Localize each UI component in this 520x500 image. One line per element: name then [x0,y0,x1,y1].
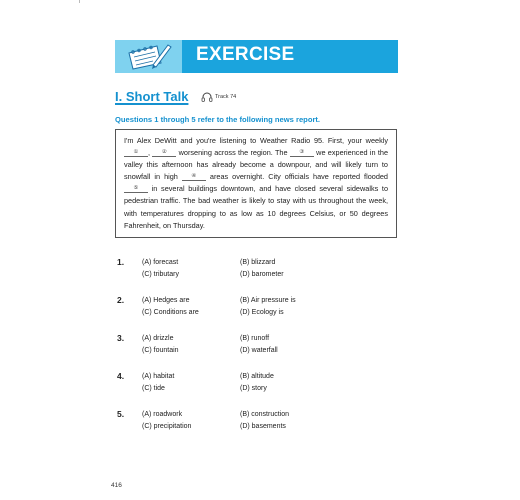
option-c[interactable]: (C) fountain [142,347,179,354]
passage-box [115,129,397,238]
banner-icon-box [115,40,182,73]
section-title: I. Short Talk [115,89,189,104]
question-2 [117,297,377,323]
option-c[interactable]: (C) Conditions are [142,309,199,316]
option-d[interactable]: (D) barometer [240,271,284,278]
question-4 [117,373,377,399]
option-c[interactable]: (C) precipitation [142,423,192,430]
passage-text: worsening across the region. The [178,148,288,158]
headphones-icon [201,92,213,102]
question-number: 2. [117,295,125,305]
passage-text: , [148,148,151,158]
option-d[interactable]: (D) basements [240,423,286,430]
blank-5: ⑤ [124,184,148,193]
question-number: 1. [117,257,125,267]
question-number: 5. [117,409,125,419]
option-b[interactable]: (B) Air pressure is [240,297,296,304]
track-label: Track 74 [215,94,237,100]
option-a[interactable]: (A) Hedges are [142,297,190,304]
option-b[interactable]: (B) blizzard [240,259,276,266]
option-a[interactable]: (A) habitat [142,373,175,380]
blank-1: ① [124,148,148,157]
question-3 [117,335,377,361]
option-c[interactable]: (C) tide [142,385,165,392]
track-label-group [201,92,236,102]
passage-text: in several buildings downtown, and have closed several sidewalks to pedestrian traffic. The bad weather is likely to stay with us throughout the week, with temperatures dropping to as low as 10 degrees Celsius, or 50 degrees Fahrenheit, on Thursday. [124,184,389,230]
notepad-pencil-icon [123,42,173,71]
option-b[interactable]: (B) construction [240,411,290,418]
question-5 [117,411,377,437]
option-d[interactable]: (D) Ecology is [240,309,284,316]
option-b[interactable]: (B) runoff [240,335,270,342]
question-number: 4. [117,371,125,381]
passage-text: I'm Alex DeWitt and you're listening to Weather Radio 95. First, your weekly [124,136,388,145]
option-d[interactable]: (D) story [240,385,267,392]
option-d[interactable]: (D) waterfall [240,347,278,354]
question-number: 3. [117,333,125,343]
exercise-banner [115,40,398,73]
blank-4: ④ [182,172,206,181]
option-a[interactable]: (A) roadwork [142,411,183,418]
question-1 [117,259,377,285]
banner-title: EXERCISE [196,44,295,65]
banner-title-box [182,40,398,73]
passage-text: areas overnight. City officials have reported flooded [209,172,388,182]
option-a[interactable]: (A) drizzle [142,335,174,342]
instructions: Questions 1 through 5 refer to the following news report. [115,115,321,124]
option-b[interactable]: (B) altitude [240,373,274,380]
option-a[interactable]: (A) forecast [142,259,179,266]
passage-text: we experienced in the valley this afternoon has already become a downpour, and will likely turn to snowfall in high [124,148,388,182]
blank-2: ② [152,148,176,157]
corner-mark [79,0,80,3]
option-c[interactable]: (C) tributary [142,271,179,278]
page-number: 416 [111,482,122,489]
blank-3: ③ [290,148,314,157]
